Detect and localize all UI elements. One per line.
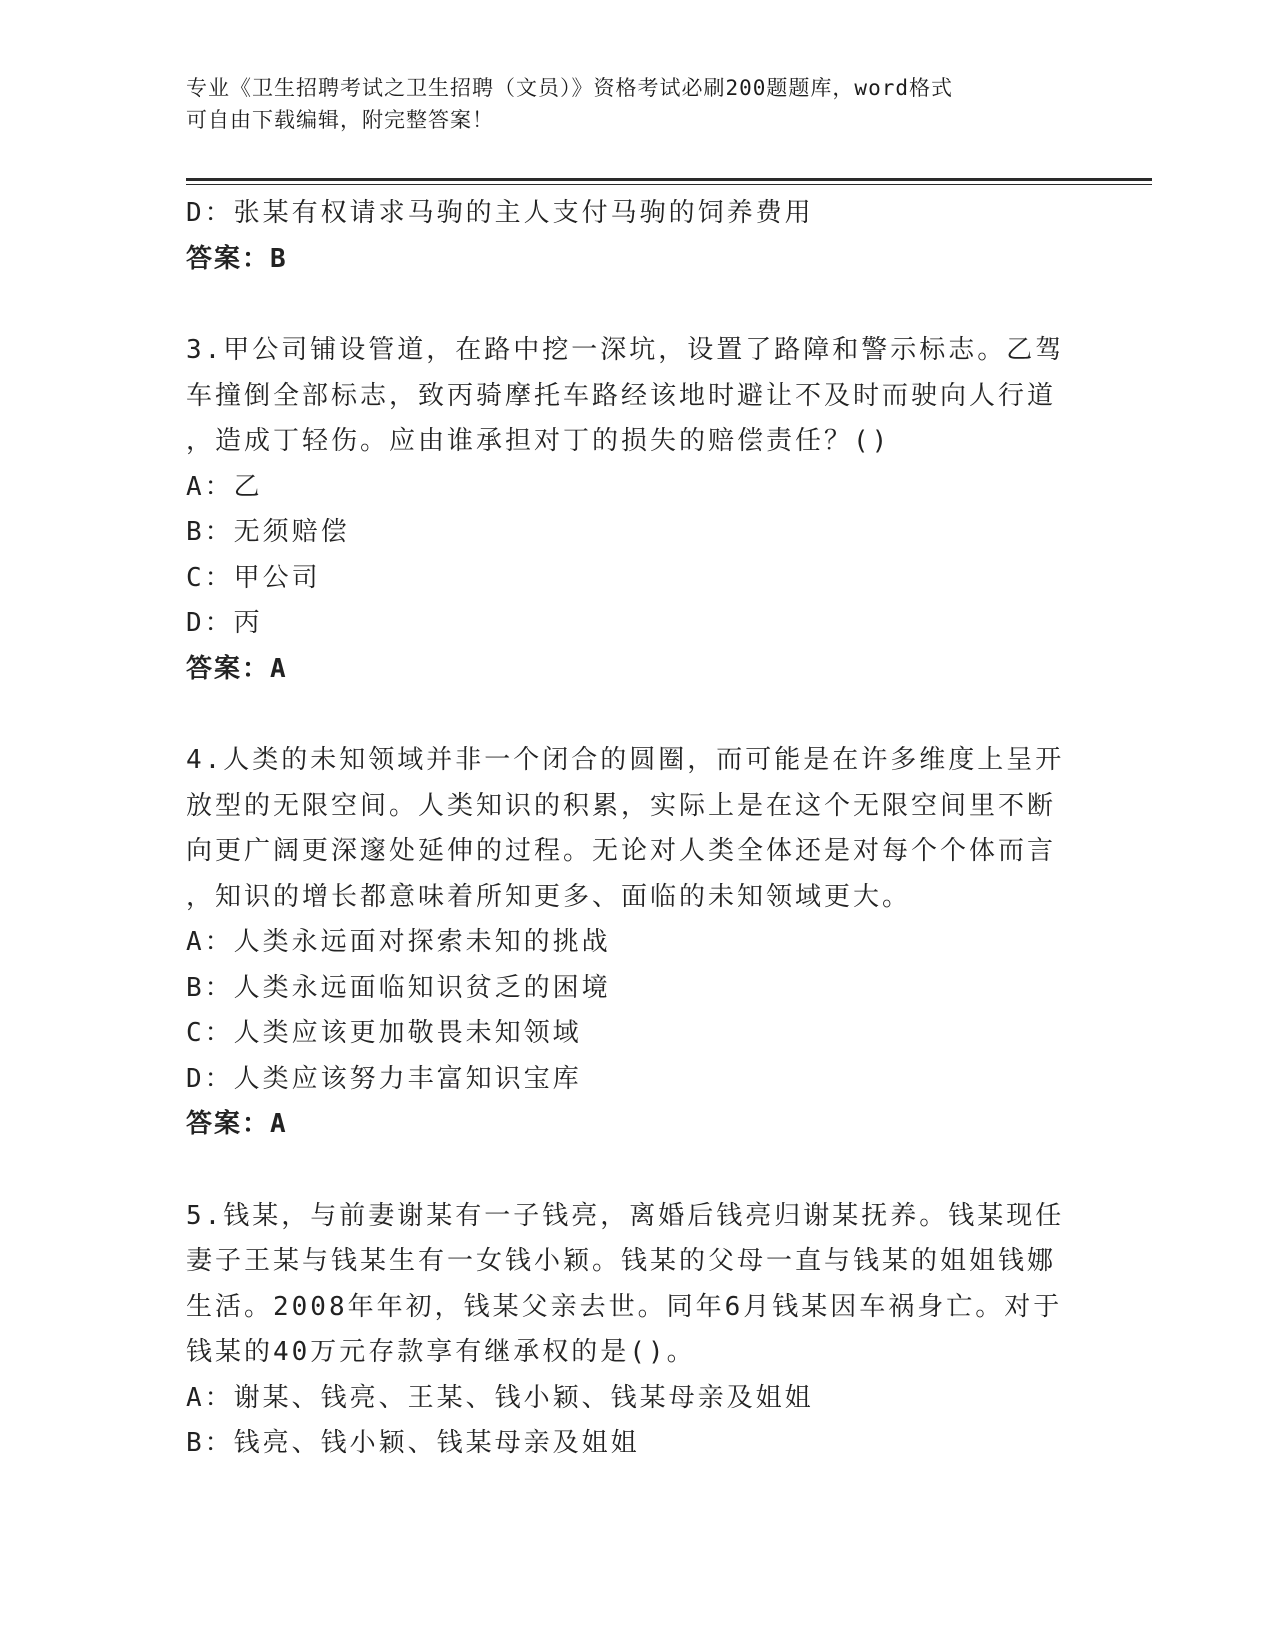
question-content	[186, 191, 1066, 1467]
question-stem-line: ，造成丁轻伤。应由谁承担对丁的损失的赔偿责任？()	[186, 426, 891, 456]
answer-line: 答案：B	[186, 243, 288, 274]
question-stem-line: 钱某的40万元存款享有继承权的是()。	[186, 1337, 696, 1367]
question-4	[186, 738, 1066, 1148]
option-a: A：乙	[186, 471, 263, 502]
option-b: B：无须赔偿	[186, 517, 350, 547]
question-stem-line: 妻子王某与钱某生有一女钱小颖。钱某的父母一直与钱某的姐姐钱娜	[186, 1246, 1057, 1276]
header-divider-thin	[186, 184, 1152, 185]
question-3	[186, 328, 1066, 692]
question-stem-line: 3.甲公司铺设管道，在路中挖一深坑，设置了路障和警示标志。乙驾	[186, 335, 1065, 365]
option-a: A：人类永远面对探索未知的挑战	[186, 927, 611, 957]
question-stem-line: 4.人类的未知领域并非一个闭合的圆圈，而可能是在许多维度上呈开	[186, 745, 1065, 775]
answer-line: 答案：A	[186, 653, 288, 684]
question-spacer	[186, 1148, 1066, 1194]
document-header	[186, 72, 1066, 136]
question-stem-line: 放型的无限空间。人类知识的积累，实际上是在这个无限空间里不断	[186, 790, 1057, 821]
option-b: B：钱亮、钱小颖、钱某母亲及姐姐	[186, 1428, 640, 1458]
option-d: D：人类应该努力丰富知识宝库	[186, 1063, 582, 1094]
question-stem-line: 生活。2008年年初，钱某父亲去世。同年6月钱某因车祸身亡。对于	[186, 1291, 1063, 1322]
question-spacer	[186, 692, 1066, 738]
answer-line: 答案：A	[186, 1109, 288, 1139]
question-stem-line: 向更广阔更深邃处延伸的过程。无论对人类全体还是对每个个体而言	[186, 836, 1057, 866]
option-c: C：人类应该更加敬畏未知领域	[186, 1018, 582, 1048]
option-d: D：张某有权请求马驹的主人支付马驹的饲养费用	[186, 198, 814, 228]
header-divider-thick	[186, 178, 1152, 181]
option-d: D：丙	[186, 608, 263, 638]
previous-question-tail	[186, 191, 1066, 282]
option-a: A：谢某、钱亮、王某、钱小颖、钱某母亲及姐姐	[186, 1382, 814, 1413]
question-stem-line: 车撞倒全部标志，致丙骑摩托车路经该地时避让不及时而驶向人行道	[186, 380, 1057, 411]
option-c: C：甲公司	[186, 562, 321, 593]
header-line-1: 专业《卫生招聘考试之卫生招聘（文员）》资格考试必刷200题题库，word格式	[186, 76, 953, 100]
option-b: B：人类永远面临知识贫乏的困境	[186, 972, 611, 1003]
header-line-2: 可自由下载编辑，附完整答案！	[186, 108, 494, 132]
question-stem-line: ，知识的增长都意味着所知更多、面临的未知领域更大。	[186, 881, 912, 912]
question-spacer	[186, 282, 1066, 328]
question-5	[186, 1194, 1066, 1467]
question-stem-line: 5.钱某，与前妻谢某有一子钱亮，离婚后钱亮归谢某抚养。钱某现任	[186, 1200, 1065, 1231]
